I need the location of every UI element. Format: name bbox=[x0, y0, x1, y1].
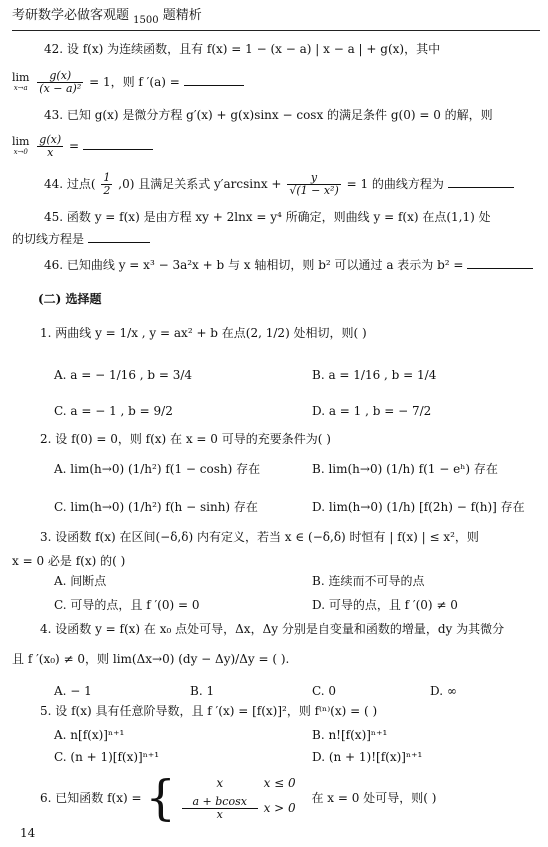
q5-stem: 5. 设 f(x) 具有任意阶导数，且 f ′(x) = [f(x)]²，则 f⁽ⁿ⁾(x) = ( ) bbox=[40, 704, 378, 718]
q45-line2 bbox=[12, 232, 150, 246]
q44-text-b: ,0) 且满足关系式 y′arcsinx + bbox=[118, 177, 282, 191]
q6-row-1: x x ≤ 0 bbox=[216, 775, 296, 790]
q43-fraction: $\frac{g(x)}{x}$ bbox=[39, 133, 62, 159]
q44-point-fraction: $\frac{1}{2}$ bbox=[103, 171, 111, 197]
header-title-number: 1500 bbox=[133, 15, 159, 26]
q5-option-d[interactable]: D. (n + 1)![f(x)]ⁿ⁺¹ bbox=[312, 750, 423, 764]
q6-row2-fraction: $\frac{a + bcosx}{x}$ bbox=[182, 796, 258, 821]
q42-answer-blank[interactable] bbox=[184, 85, 244, 86]
q1-option-b[interactable]: B. a = 1/16 , b = 1/4 bbox=[312, 368, 437, 382]
q6-row-2: $\frac{a + bcosx}{x}$ x > 0 bbox=[180, 796, 296, 821]
q46-text: 46. 已知曲线 y = x³ − 3a²x + b 与 x 轴相切，则 b² 可以通过 a 表示为 b² = bbox=[44, 258, 464, 272]
q6-text-b: 在 x = 0 处可导，则( ) bbox=[311, 791, 437, 805]
q6-brace: { bbox=[145, 770, 176, 826]
q4-stem-2: 且 f ′(x₀) ≠ 0，则 lim(Δx→0) (dy − Δy)/Δy = ( ). bbox=[12, 652, 290, 666]
q46-line bbox=[44, 258, 533, 272]
q4-stem: 4. 设函数 y = f(x) 在 x₀ 点处可导，Δx，Δy 分别是自变量和函数的增量，dy 为其微分 bbox=[40, 622, 505, 636]
q2-stem: 2. 设 f(0) = 0，则 f(x) 在 x = 0 可导的充要条件为( ) bbox=[40, 432, 331, 446]
q3-stem-2: x = 0 必是 f(x) 的( ) bbox=[12, 554, 126, 568]
q43-tail: = bbox=[68, 139, 80, 153]
q43-stem: 43. 已知 g(x) 是微分方程 g′(x) + g(x)sinx − cosx 的满足条件 g(0) = 0 的解，则 bbox=[44, 108, 493, 122]
q4-option-c[interactable]: C. 0 bbox=[312, 684, 337, 698]
q43-lim: lim x→0 bbox=[12, 134, 30, 156]
q44-answer-blank[interactable] bbox=[448, 187, 514, 188]
q42-lim: lim x→a bbox=[12, 70, 30, 92]
q6-text-a: 6. 已知函数 f(x) = bbox=[40, 791, 142, 805]
q1-option-c[interactable]: C. a = − 1 , b = 9/2 bbox=[54, 404, 173, 418]
q43-limit-line bbox=[12, 134, 153, 159]
q42-stem: 42. 设 f(x) 为连续函数，且有 f(x) = 1 − (x − a) | x − a | + g(x)，其中 bbox=[44, 42, 441, 56]
q42-fraction: $\frac{g(x)}{\text{(x − a)²}}$ bbox=[39, 69, 82, 95]
q45-stem: 45. 函数 y = f(x) 是由方程 xy + 2lnx = y⁴ 所确定，则曲线 y = f(x) 在点(1,1) 处 bbox=[44, 210, 491, 224]
header-rule bbox=[12, 30, 540, 31]
q5-option-b[interactable]: B. n![f(x)]ⁿ⁺¹ bbox=[312, 728, 388, 742]
q2-option-b[interactable]: B. lim(h→0) (1/h) f(1 − eʰ) 存在 bbox=[312, 462, 498, 476]
q44-fraction: $\frac{y}{\text{√(1 − x²)}}$ bbox=[289, 171, 339, 197]
section-heading: (二) 选择题 bbox=[38, 292, 102, 306]
q43-answer-blank[interactable] bbox=[83, 149, 153, 150]
q42-limit-line bbox=[12, 70, 244, 95]
q42-tail: = 1，则 f ′(a) = bbox=[89, 75, 180, 89]
q45-text-b: 的切线方程是 bbox=[12, 232, 85, 246]
q44-text-c: = 1 的曲线方程为 bbox=[346, 177, 444, 191]
q45-answer-blank[interactable] bbox=[88, 242, 150, 243]
header-title-a: 考研数学必做客观题 bbox=[12, 8, 130, 23]
q2-option-a[interactable]: A. lim(h→0) (1/h²) f(1 − cosh) 存在 bbox=[54, 462, 261, 476]
q44-text-a: 44. 过点( bbox=[44, 177, 96, 191]
q1-option-d[interactable]: D. a = 1 , b = − 7/2 bbox=[312, 404, 432, 418]
q46-answer-blank[interactable] bbox=[467, 268, 533, 269]
q3-stem: 3. 设函数 f(x) 在区间(−δ,δ) 内有定义，若当 x ∈ (−δ,δ) 时恒有 | f(x) | ≤ x²，则 bbox=[40, 530, 479, 544]
q5-option-a[interactable]: A. n[f(x)]ⁿ⁺¹ bbox=[54, 728, 125, 742]
page-number: 14 bbox=[20, 826, 36, 840]
q1-stem: 1. 两曲线 y = 1/x , y = ax² + b 在点(2, 1/2) 处相切，则( ) bbox=[40, 326, 367, 340]
q6-line bbox=[40, 770, 437, 830]
q3-option-a[interactable]: A. 间断点 bbox=[54, 574, 107, 588]
q4-option-b[interactable]: B. 1 bbox=[190, 684, 215, 698]
q4-option-a[interactable]: A. − 1 bbox=[54, 684, 92, 698]
q44-line bbox=[44, 172, 514, 197]
header-title-b: 题精析 bbox=[162, 8, 202, 23]
q3-option-d[interactable]: D. 可导的点，且 f ′(0) ≠ 0 bbox=[312, 598, 458, 612]
q3-option-b[interactable]: B. 连续而不可导的点 bbox=[312, 574, 425, 588]
running-header bbox=[12, 4, 202, 26]
q6-piecewise bbox=[180, 776, 296, 821]
q5-option-c[interactable]: C. (n + 1)[f(x)]ⁿ⁺¹ bbox=[54, 750, 160, 764]
q3-option-c[interactable]: C. 可导的点，且 f ′(0) = 0 bbox=[54, 598, 200, 612]
q2-option-c[interactable]: C. lim(h→0) (1/h²) f(h − sinh) 存在 bbox=[54, 500, 258, 514]
q2-option-d[interactable]: D. lim(h→0) (1/h) [f(2h) − f(h)] 存在 bbox=[312, 500, 525, 514]
q4-option-d[interactable]: D. ∞ bbox=[430, 684, 457, 698]
q1-option-a[interactable]: A. a = − 1/16 , b = 3/4 bbox=[54, 368, 193, 382]
